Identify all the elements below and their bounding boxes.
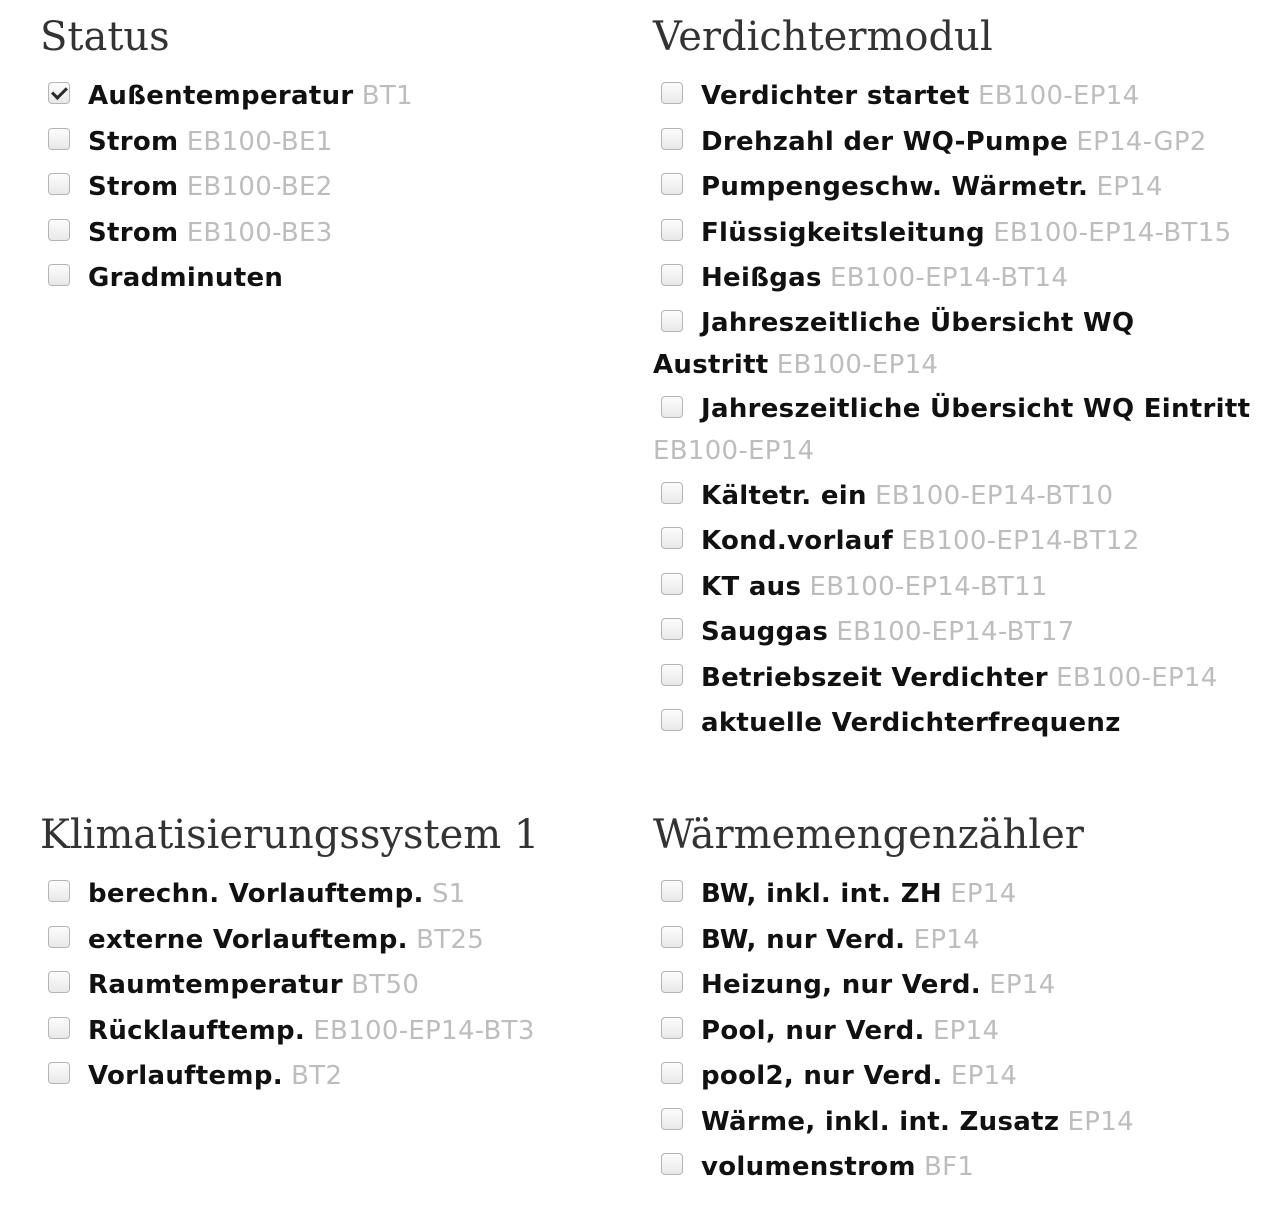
param-label: berechn. Vorlauftemp.	[88, 879, 424, 909]
param-item[interactable]	[653, 474, 1253, 520]
checkbox[interactable]	[48, 128, 70, 150]
param-item[interactable]	[653, 388, 1253, 472]
param-item[interactable]	[40, 918, 600, 964]
param-code: BT50	[351, 970, 420, 1000]
param-code: EB100-BE3	[186, 217, 333, 248]
section-title-waermemengenzaehler: Wärmemengenzähler	[653, 812, 1084, 858]
param-code: EP14	[950, 879, 1017, 909]
section-status	[40, 12, 600, 302]
param-code: EP14	[950, 1061, 1018, 1091]
param-code: BF1	[924, 1152, 975, 1182]
checkbox[interactable]	[48, 219, 70, 241]
section-title-verdichtermodul: Verdichtermodul	[653, 14, 993, 60]
param-item[interactable]	[653, 565, 1253, 611]
param-item[interactable]	[653, 519, 1253, 565]
param-item[interactable]	[653, 918, 1253, 964]
param-label: pool2, nur Verd.	[701, 1061, 943, 1091]
checkbox[interactable]	[661, 82, 683, 104]
param-label: Flüssigkeitsleitung	[701, 217, 985, 248]
param-item[interactable]	[653, 963, 1253, 1009]
param-label: Rücklauftemp.	[88, 1015, 306, 1046]
param-item[interactable]	[40, 256, 600, 302]
param-label: BW, inkl. int. ZH	[701, 879, 942, 909]
param-label: volumenstrom	[701, 1152, 916, 1182]
param-label: Kond.vorlauf	[701, 526, 894, 556]
param-code: EB100-EP14-BT14	[830, 263, 1069, 293]
checkbox[interactable]	[661, 1153, 683, 1175]
checkbox[interactable]	[661, 310, 683, 332]
param-code: EB100-EP14-BT3	[313, 1015, 535, 1046]
param-code: BT25	[416, 924, 485, 955]
param-code: EP14	[1067, 1106, 1134, 1137]
checkbox[interactable]	[661, 482, 683, 504]
param-item[interactable]	[653, 1009, 1253, 1055]
checkbox[interactable]	[661, 664, 683, 686]
param-label: Strom	[88, 172, 179, 202]
param-label: Jahreszeitliche Übersicht WQ Eintritt	[701, 393, 1251, 424]
param-label: Pool, nur Verd.	[701, 1015, 925, 1046]
param-item[interactable]	[40, 963, 600, 1009]
param-code: EB100-EP14	[977, 81, 1140, 111]
checkbox[interactable]	[48, 173, 70, 195]
param-item[interactable]	[653, 656, 1253, 702]
param-code: EB100-EP14-BT15	[993, 217, 1232, 248]
param-code: EP14	[932, 1015, 1000, 1046]
checkbox[interactable]	[661, 880, 683, 902]
param-label: Strom	[88, 126, 179, 157]
checkbox[interactable]	[661, 709, 683, 731]
param-code: EB100-EP14-BT10	[875, 480, 1114, 511]
param-code: EB100-EP14	[653, 435, 815, 466]
section-title-klimatisierungssystem: Klimatisierungssystem 1	[40, 812, 540, 858]
checkbox[interactable]	[661, 926, 683, 948]
param-item[interactable]	[653, 872, 1253, 918]
checkbox[interactable]	[661, 264, 683, 286]
param-label: Gradminuten	[88, 263, 284, 293]
param-item[interactable]	[40, 74, 600, 120]
param-code: EB100-BE2	[186, 172, 333, 202]
checkbox[interactable]	[661, 618, 683, 640]
param-item[interactable]	[40, 120, 600, 166]
checkbox[interactable]	[661, 219, 683, 241]
checkbox[interactable]	[661, 527, 683, 549]
param-label: Vorlauftemp.	[88, 1061, 283, 1091]
section-waermemengenzaehler	[653, 810, 1253, 1191]
param-code: EP14	[913, 924, 980, 955]
param-label: KT aus	[701, 571, 802, 602]
checkbox[interactable]	[661, 1108, 683, 1130]
param-code: S1	[431, 879, 466, 909]
checkbox-checked[interactable]	[48, 82, 70, 104]
param-item[interactable]	[40, 165, 600, 211]
checkbox[interactable]	[661, 1062, 683, 1084]
param-code: EP14	[989, 970, 1056, 1000]
param-label: BW, nur Verd.	[701, 924, 906, 955]
param-item[interactable]	[653, 610, 1253, 656]
param-label: Wärme, inkl. int. Zusatz	[701, 1106, 1060, 1137]
param-item[interactable]	[653, 120, 1253, 166]
param-label: Drehzahl der WQ-Pumpe	[701, 126, 1069, 157]
param-label: Heißgas	[701, 263, 822, 293]
param-item[interactable]	[40, 872, 600, 918]
param-code: EB100-EP14-BT17	[836, 617, 1075, 647]
param-code: BT2	[291, 1061, 343, 1091]
param-item[interactable]	[653, 165, 1253, 211]
checkbox[interactable]	[48, 264, 70, 286]
param-label: Heizung, nur Verd.	[701, 970, 981, 1000]
param-label: Strom	[88, 217, 179, 248]
param-item[interactable]	[653, 211, 1253, 257]
param-label: Betriebszeit Verdichter	[701, 662, 1048, 693]
param-item[interactable]	[653, 256, 1253, 302]
checkbox[interactable]	[48, 926, 70, 948]
param-item[interactable]	[653, 74, 1253, 120]
param-code: EB100-EP14-BT12	[901, 526, 1140, 556]
section-verdichtermodul	[653, 12, 1253, 747]
param-item[interactable]	[653, 701, 1253, 747]
checkbox[interactable]	[661, 1017, 683, 1039]
checkbox[interactable]	[661, 971, 683, 993]
param-item[interactable]	[40, 1009, 600, 1055]
param-item[interactable]	[653, 1100, 1253, 1146]
param-code: EB100-BE1	[186, 126, 333, 157]
param-item[interactable]	[653, 302, 1253, 386]
checkbox[interactable]	[661, 128, 683, 150]
param-item[interactable]	[653, 1054, 1253, 1100]
param-label: Raumtemperatur	[88, 970, 343, 1000]
checkbox[interactable]	[48, 880, 70, 902]
param-label: Verdichter startet	[701, 81, 970, 111]
checkbox[interactable]	[661, 173, 683, 195]
param-label: aktuelle Verdichterfrequenz	[701, 708, 1121, 738]
checkbox[interactable]	[48, 971, 70, 993]
param-code: EP14	[1096, 172, 1163, 202]
param-label: Außentemperatur	[88, 81, 354, 111]
section-title-status: Status	[40, 14, 170, 60]
param-label: Jahreszeitliche Übersicht WQ Austritt	[653, 307, 1135, 380]
param-label: Pumpengeschw. Wärmetr.	[701, 172, 1089, 202]
param-label: Sauggas	[701, 617, 829, 647]
section-klimatisierungssystem	[40, 810, 600, 1100]
param-code: BT1	[361, 81, 413, 111]
checkbox[interactable]	[48, 1062, 70, 1084]
param-code: EP14-GP2	[1076, 126, 1207, 157]
checkbox[interactable]	[661, 573, 683, 595]
param-item[interactable]	[40, 1054, 600, 1100]
param-item[interactable]	[653, 1145, 1253, 1191]
param-code: EB100-EP14	[1056, 662, 1218, 693]
checkbox[interactable]	[48, 1017, 70, 1039]
param-code: EB100-EP14-BT11	[809, 571, 1048, 602]
param-code: EB100-EP14	[776, 349, 939, 380]
param-label: Kältetr. ein	[701, 480, 867, 511]
param-label: externe Vorlauftemp.	[88, 924, 408, 955]
param-item[interactable]	[40, 211, 600, 257]
checkbox[interactable]	[661, 396, 683, 418]
